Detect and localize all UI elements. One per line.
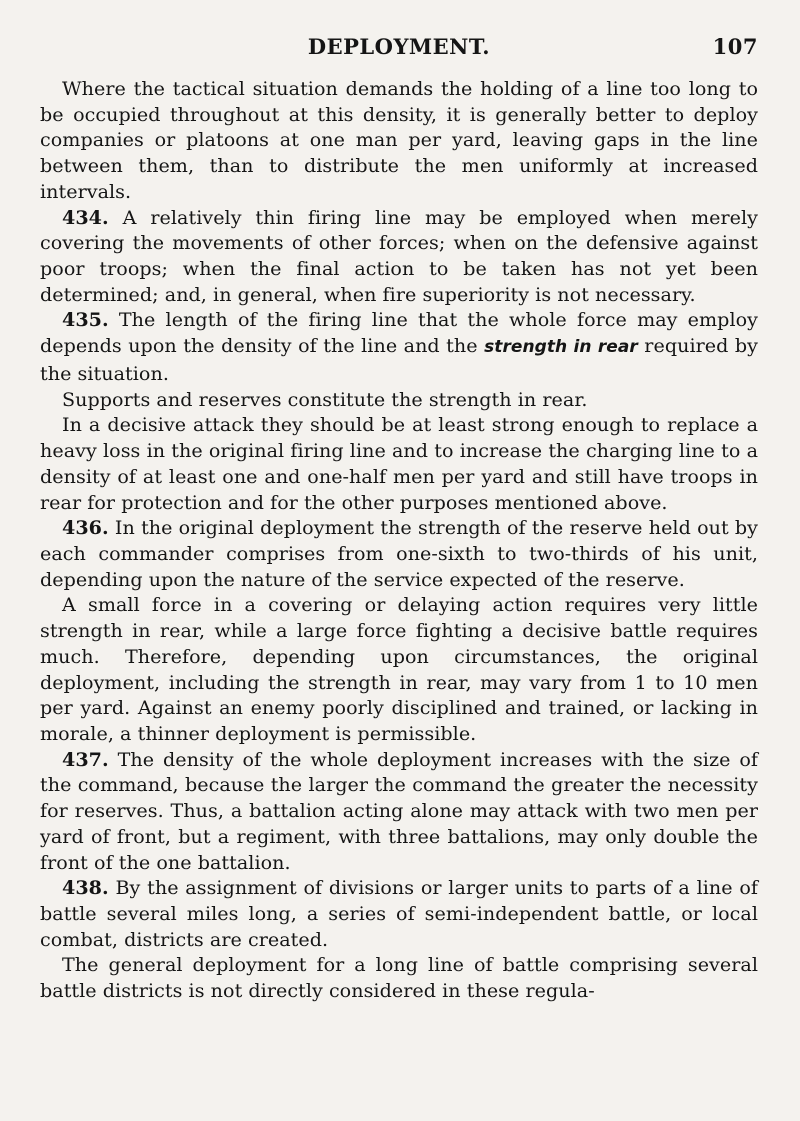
- page-number: 107: [712, 34, 758, 59]
- paragraph-text: By the assignment of divisions or larger units to parts of a line of battle several miles long, a series of semi-independent battle, or local combat, districts are created.: [40, 876, 758, 951]
- paragraph-436: [40, 515, 758, 592]
- paragraph-number: 437.: [62, 747, 109, 771]
- paragraph-number: 435.: [62, 308, 109, 332]
- running-head: [40, 30, 758, 76]
- paragraph-434: [40, 205, 758, 308]
- paragraph-text: The density of the whole deployment increases with the size of the command, because the larger the command the greater the necessity for reserves. Thus, a battalion acting alone may attack with two men per yard of front, but a regiment, with three battalions, may only double the front of the one battalion.: [40, 747, 758, 874]
- paragraph-text: In a decisive attack they should be at least strong enough to replace a heavy loss in the original firing line and to increase the charging line to a density of at least one and one-half men per yard and still have troops in rear for protection and for the other purposes mentioned above.: [40, 413, 758, 514]
- paragraph-number: 434.: [62, 205, 109, 229]
- emphasized-term: strength in rear: [484, 337, 638, 358]
- paragraph-435: [40, 307, 758, 386]
- body-text: [40, 76, 758, 1004]
- paragraph-general-deployment: [40, 952, 758, 1003]
- paragraph-text: Supports and reserves constitute the strength in rear.: [62, 387, 588, 411]
- paragraph-437: [40, 747, 758, 876]
- paragraph-text: A relatively thin firing line may be employed when merely covering the movements of other forces; when on the defensive against poor troops; when the final action to be taken has not yet been determined; and, in general, when fire superiority is not necessary.: [40, 205, 758, 306]
- paragraph-text: The general deployment for a long line of battle comprising several battle districts is not directly considered in these regula-: [40, 953, 758, 1003]
- paragraph-supports: [40, 387, 758, 413]
- paragraph-decisive-attack: [40, 412, 758, 515]
- paragraph-number: 436.: [62, 516, 109, 540]
- paragraph-text: The length of the firing line that the whole force may employ depends upon the density of the line and the: [40, 308, 758, 358]
- paragraph-number: 438.: [62, 876, 109, 900]
- paragraph-438: [40, 875, 758, 952]
- paragraph-text: Where the tactical situation demands the holding of a line too long to be occupied throughout at this density, it is generally better to deploy companies or platoons at one man per yard, leaving gaps in the line between them, than to distribute the men uniformly at increased intervals.: [40, 77, 758, 203]
- running-title: DEPLOYMENT.: [307, 34, 491, 59]
- paragraph-continuation: [40, 76, 758, 205]
- paragraph-text: A small force in a covering or delaying action requires very little strength in rear, while a large force fighting a decisive battle requires much. Therefore, depending upon circumstances, the original deployment, including the strength in rear, may vary from 1 to 10 men per yard. Against an enemy poorly disciplined and trained, or lacking in morale, a thinner deployment is permissible.: [40, 593, 758, 745]
- paragraph-small-force: [40, 592, 758, 746]
- paragraph-text-end: required by the situation.: [40, 334, 759, 385]
- paragraph-text: In the original deployment the strength of the reserve held out by each commander comprises from one-sixth to two-thirds of his unit, depending upon the nature of the service expected of the reserve.: [40, 516, 758, 591]
